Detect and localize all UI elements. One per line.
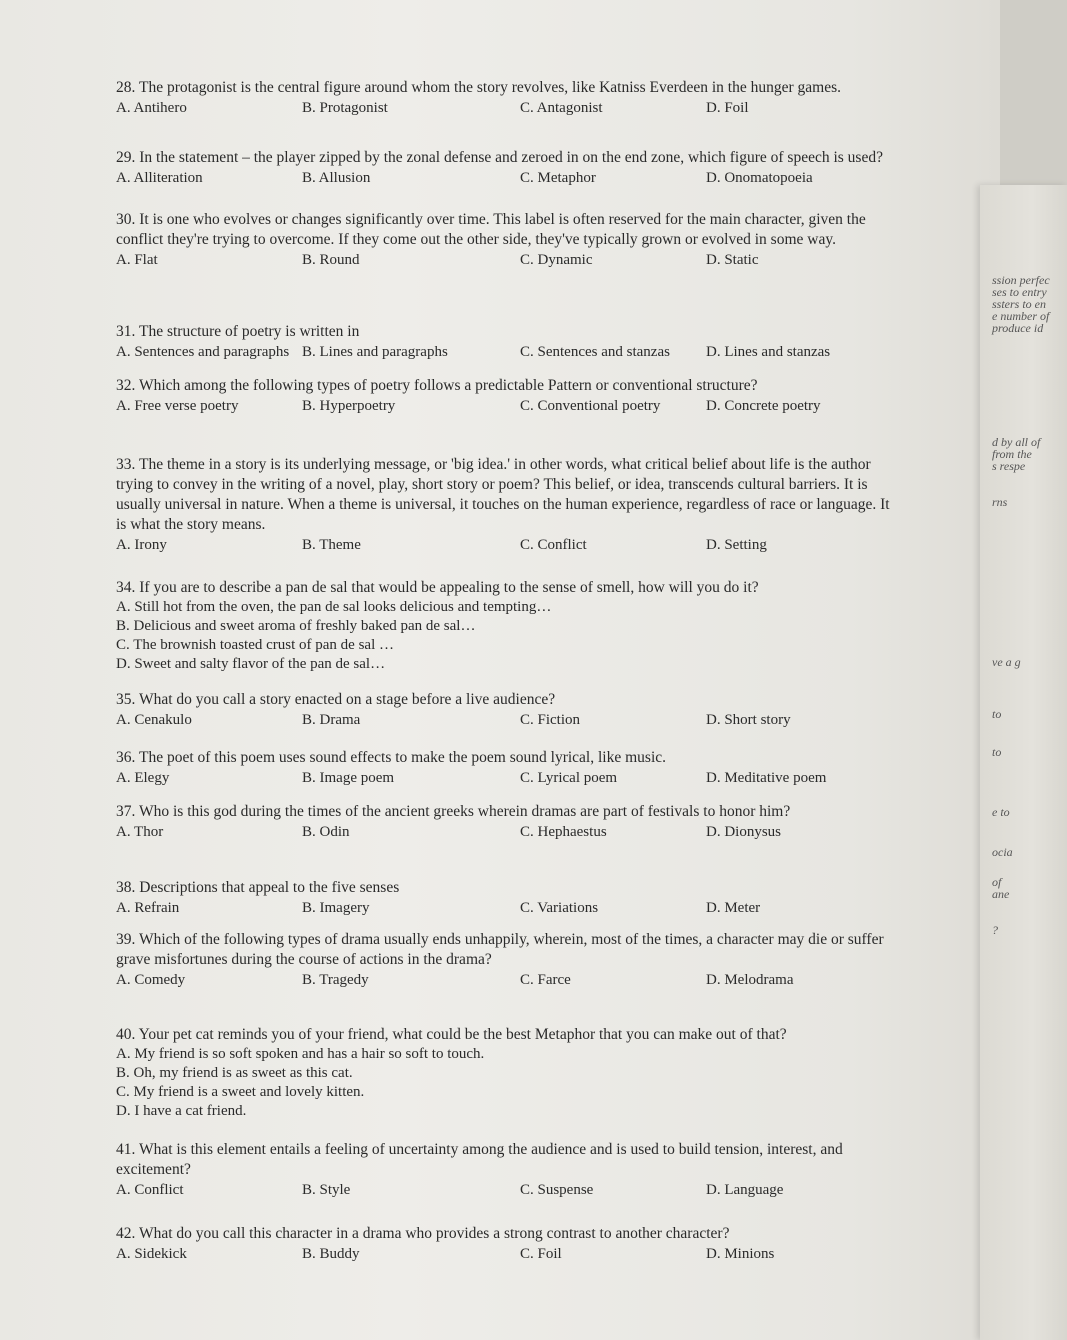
underlying-sheet: [980, 185, 1067, 1340]
question-stem: 30. It is one who evolves or changes significantly over time. This label is often reserved for the main character, given the conflict they're trying to overcome. If they come out the other side, they've typically grown or evolved in some way.: [116, 211, 866, 248]
answer-option: A. Refrain: [116, 900, 180, 916]
answer-option: C. Dynamic: [520, 252, 593, 268]
answer-options: [116, 1180, 896, 1200]
answer-option: C. Sentences and stanzas: [520, 344, 670, 360]
answer-option: A. Flat: [116, 252, 158, 268]
answer-option: B. Theme: [302, 537, 361, 553]
question-stem: 35. What do you call a story enacted on a stage before a live audience?: [116, 691, 556, 708]
answer-option: A. Comedy: [116, 972, 186, 988]
answer-option: A. Antihero: [116, 100, 187, 116]
answer-option: D. Language: [706, 1182, 784, 1198]
answer-option: B. Odin: [302, 824, 350, 840]
question-q28: [116, 78, 896, 118]
side-fragment-text: ses to entry: [992, 285, 1047, 299]
answer-option: C. Suspense: [520, 1182, 594, 1198]
question-stem: 40. Your pet cat reminds you of your friend, what could be the best Metaphor that you can make out of that?: [116, 1026, 787, 1043]
answer-options: [116, 168, 896, 188]
side-fragment-text: to: [992, 745, 1002, 759]
answer-option: A. Conflict: [116, 1182, 184, 1198]
side-fragment-text: from the: [992, 447, 1032, 461]
answer-option: A. Sentences and paragraphs: [116, 344, 290, 360]
question-q37: [116, 802, 896, 842]
question-q34: [116, 578, 896, 674]
answer-option: D. Static: [706, 252, 759, 268]
answer-option: D. Short story: [706, 712, 791, 728]
answer-options: [116, 396, 896, 416]
answer-option: D. Sweet and salty flavor of the pan de sal…: [116, 656, 386, 672]
answer-option: B. Allusion: [302, 170, 371, 186]
answer-option: B. Drama: [302, 712, 361, 728]
question-stem: 39. Which of the following types of drama usually ends unhappily, wherein, most of the times, a character may die or suffer grave misfortunes during the course of actions in the drama?: [116, 931, 884, 968]
answer-option: B. Image poem: [302, 770, 395, 786]
answer-option: A. Sidekick: [116, 1246, 187, 1262]
side-fragment-text: ocia: [992, 845, 1013, 859]
question-q39: [116, 930, 896, 990]
side-fragment-text: to: [992, 707, 1002, 721]
question-stem: 41. What is this element entails a feeling of uncertainty among the audience and is used to build tension, interest, and excitement?: [116, 1141, 843, 1178]
answer-option: B. Imagery: [302, 900, 370, 916]
answer-option: A. Free verse poetry: [116, 398, 239, 414]
answer-option: D. Meditative poem: [706, 770, 827, 786]
question-q36: [116, 748, 896, 788]
question-stem: 29. In the statement – the player zipped by the zonal defense and zeroed in on the end zone, which figure of speech is used?: [116, 149, 883, 166]
side-fragment-text: e to: [992, 805, 1010, 819]
answer-option: B. Protagonist: [302, 100, 388, 116]
side-fragment-text: ssters to en: [992, 297, 1046, 311]
answer-options: [116, 970, 896, 990]
answer-option: D. Dionysus: [706, 824, 782, 840]
side-fragment-text: e number of: [992, 309, 1050, 323]
answer-option: A. Alliteration: [116, 170, 203, 186]
answer-option: C. Lyrical poem: [520, 770, 618, 786]
answer-options: [116, 710, 896, 730]
question-stem: 33. The theme in a story is its underlying message, or 'big idea.' in other words, what critical belief about life is the author trying to convey in the writing of a novel, play, short story or poem? This belief, or idea, transcends cultural barriers. It is usually universal in nature. When a theme is universal, it touches on the human experience, regardless of race or language. It is what the story means.: [116, 456, 890, 533]
answer-option: D. Minions: [706, 1246, 775, 1262]
side-fragment-text: ane: [992, 887, 1010, 901]
answer-option: C. Conflict: [520, 537, 587, 553]
answer-options: [116, 250, 896, 270]
question-q38: [116, 878, 896, 918]
answer-option: C. Conventional poetry: [520, 398, 661, 414]
side-fragment-text: rns: [992, 495, 1008, 509]
answer-option: B. Lines and paragraphs: [302, 344, 448, 360]
question-stem: 37. Who is this god during the times of the ancient greeks wherein dramas are part of festivals to honor him?: [116, 803, 791, 820]
answer-option: D. Setting: [706, 537, 767, 553]
side-fragment-text: s respe: [992, 459, 1026, 473]
answer-option: A. Elegy: [116, 770, 170, 786]
answer-option: B. Delicious and sweet aroma of freshly baked pan de sal…: [116, 618, 476, 634]
answer-option: D. Concrete poetry: [706, 398, 821, 414]
question-stem: 36. The poet of this poem uses sound effects to make the poem sound lyrical, like music.: [116, 749, 667, 766]
question-stem: 34. If you are to describe a pan de sal that would be appealing to the sense of smell, how will you do it?: [116, 579, 759, 596]
answer-options: [116, 1244, 896, 1264]
answer-option: C. Metaphor: [520, 170, 596, 186]
answer-option: C. The brownish toasted crust of pan de sal …: [116, 637, 395, 653]
answer-option: C. Foil: [520, 1246, 562, 1262]
side-fragment-text: produce id: [992, 321, 1044, 335]
question-stem: 42. What do you call this character in a drama who provides a strong contrast to another character?: [116, 1225, 730, 1242]
question-q31: [116, 322, 896, 362]
answer-options: [116, 342, 896, 362]
question-stem: 28. The protagonist is the central figure around whom the story revolves, like Katniss Everdeen in the hunger games.: [116, 79, 842, 96]
answer-option: D. I have a cat friend.: [116, 1103, 247, 1119]
answer-option: B. Round: [302, 252, 360, 268]
answer-option: B. Tragedy: [302, 972, 369, 988]
answer-option: C. Fiction: [520, 712, 581, 728]
side-fragment-text: of: [992, 875, 1002, 889]
answer-options: [116, 98, 896, 118]
answer-option: A. Still hot from the oven, the pan de sal looks delicious and tempting…: [116, 599, 552, 615]
question-q32: [116, 376, 896, 416]
answer-option: A. Irony: [116, 537, 167, 553]
question-stem: 31. The structure of poetry is written in: [116, 323, 360, 340]
question-q30: [116, 210, 896, 270]
side-fragment-text: d by all of: [992, 435, 1041, 449]
answer-option: D. Onomatopoeia: [706, 170, 813, 186]
answer-option: C. Variations: [520, 900, 599, 916]
answer-options: [116, 535, 896, 555]
answer-options: [116, 822, 896, 842]
answer-option: D. Meter: [706, 900, 761, 916]
question-q33: [116, 455, 896, 555]
answer-option: D. Lines and stanzas: [706, 344, 831, 360]
answer-option: C. Farce: [520, 972, 571, 988]
side-fragment-text: ssion perfec: [992, 273, 1050, 287]
answer-option: B. Style: [302, 1182, 351, 1198]
question-stem: 38. Descriptions that appeal to the five senses: [116, 879, 400, 896]
question-q41: [116, 1140, 896, 1200]
question-stem: 32. Which among the following types of poetry follows a predictable Pattern or conventional structure?: [116, 377, 758, 394]
answer-option: C. Hephaestus: [520, 824, 607, 840]
question-q35: [116, 690, 896, 730]
answer-option: A. My friend is so soft spoken and has a hair so soft to touch.: [116, 1046, 485, 1062]
answer-option: C. Antagonist: [520, 100, 603, 116]
answer-options: [116, 898, 896, 918]
side-fragment-text: ve a g: [992, 655, 1021, 669]
answer-option: B. Hyperpoetry: [302, 398, 396, 414]
answer-option: B. Oh, my friend is as sweet as this cat.: [116, 1065, 353, 1081]
answer-options: [116, 768, 896, 788]
question-q40: [116, 1025, 896, 1121]
answer-option: C. My friend is a sweet and lovely kitten.: [116, 1084, 365, 1100]
answer-option: D. Foil: [706, 100, 749, 116]
answer-option: A. Thor: [116, 824, 164, 840]
question-q42: [116, 1224, 896, 1264]
answer-option: B. Buddy: [302, 1246, 360, 1262]
answer-option: A. Cenakulo: [116, 712, 192, 728]
question-q29: [116, 148, 896, 188]
answer-option: D. Melodrama: [706, 972, 794, 988]
side-fragment-text: ?: [992, 923, 998, 937]
